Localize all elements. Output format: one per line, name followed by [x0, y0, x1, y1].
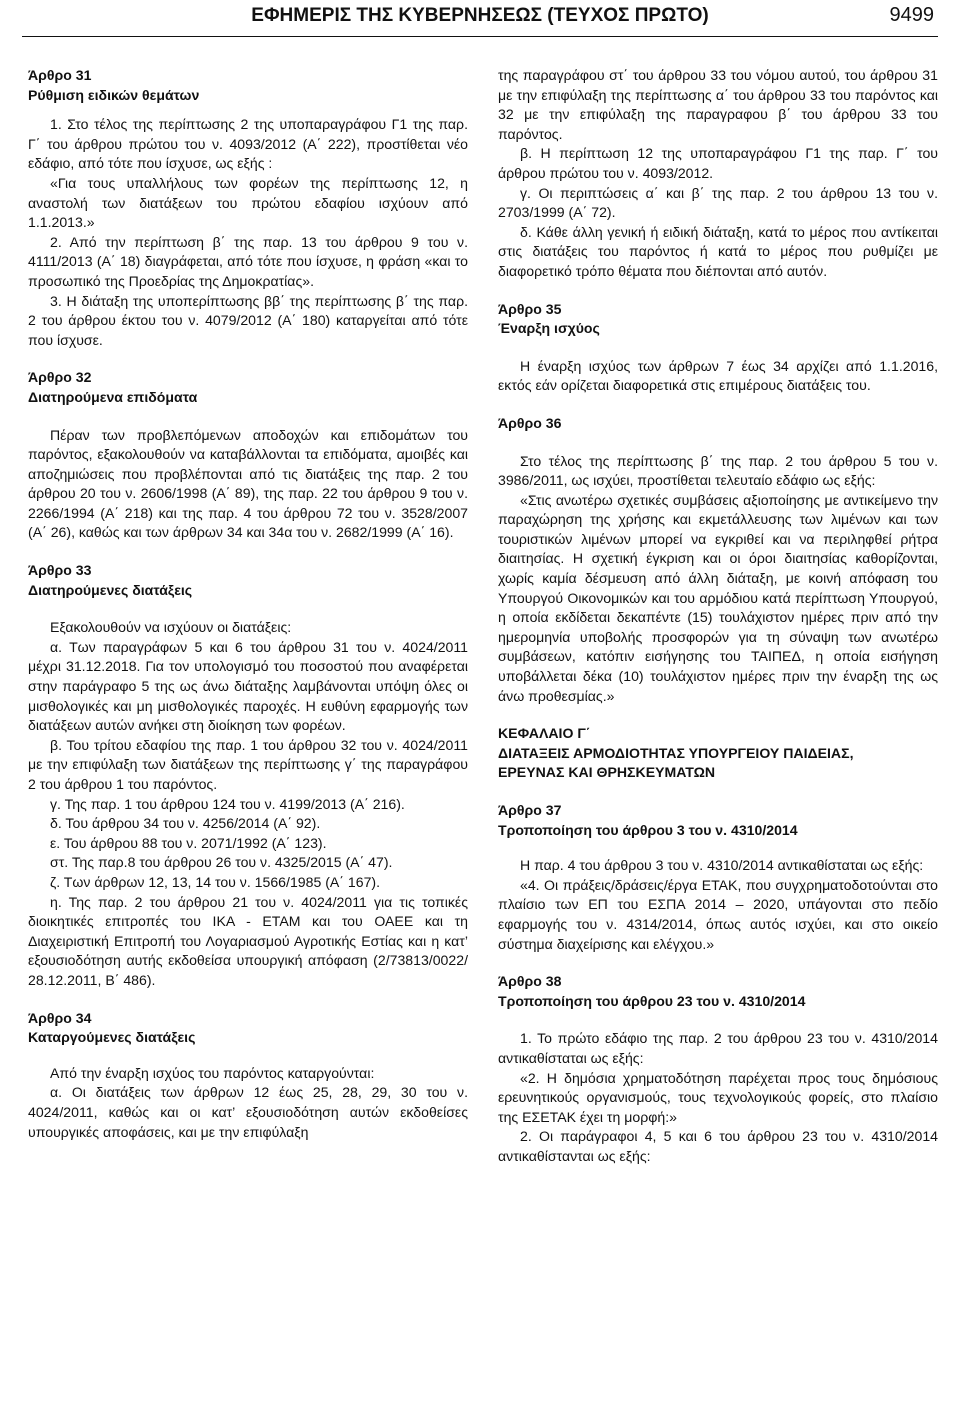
article-34-title: Άρθρο 34 [28, 1009, 92, 1026]
paragraph: Η παρ. 4 του άρθρου 3 του ν. 4310/2014 αντικαθίσταται ως εξής: [520, 857, 924, 874]
left-column [28, 66, 468, 1142]
article-33-title: Άρθρο 33 [28, 562, 92, 579]
list-item: β. Η περίπτωση 12 της υποπαραγράφου Γ1 της παρ. Γ΄ του άρθρου πρώτου του ν. 4093/2012. [498, 145, 938, 181]
page-number: 9499 [889, 4, 934, 26]
paragraph: «4. Οι πράξεις/δράσεις/έργα ΕΤΑΚ, που συγχρηματοδοτούνται στο πλαίσιο των ΕΠ του ΕΣΠΑ 2014 – 2020, υπάγονται στο πεδίο εφαρμογής του ν. 4314/2014, όπως αυτός ισχύει, και στο οικείο σύστημα διαχείρισης και ελέγχου.» [498, 876, 938, 952]
paragraph: 1. Το πρώτο εδάφιο της παρ. 2 του άρθρου 23 του ν. 4310/2014 αντικαθίσταται ως εξής: [498, 1030, 938, 1066]
article-35-subtitle: Έναρξη ισχύος [498, 320, 600, 337]
article-38-title: Άρθρο 38 [498, 973, 562, 990]
article-38-subtitle: Τροποποίηση του άρθρου 23 του ν. 4310/2014 [498, 992, 806, 1009]
chapter-label: ΚΕΦΑΛΑΙΟ Γ΄ [498, 725, 591, 742]
list-item: ε. Του άρθρου 88 του ν. 2071/1992 (Α΄ 123). [50, 834, 327, 851]
paragraph: «Για τους υπαλλήλους των φορέων της περίπτωσης 12, η αναστολή των διατάξεων του πρώτου εδαφίου ισχύουν από 1.1.2013.» [28, 174, 468, 231]
article-33-subtitle: Διατηρούμενες διατάξεις [28, 581, 193, 598]
paragraph-continuation: της παραγράφου στ΄ του άρθρου 33 του νόμου αυτού, του άρθρου 31 με την επιφύλαξη της περίπτωσης α΄ του άρθρου 33 του παρόντος και 32 με την επιφύλαξη της παραγραφου β΄ του άρθρου 33 του παρόντος. [498, 67, 938, 142]
article-37-title: Άρθρο 37 [498, 802, 562, 818]
paragraph: Εξακολουθούν να ισχύουν οι διατάξεις: [50, 619, 292, 636]
chapter-title-line-1: ΔΙΑΤΑΞΕΙΣ ΑΡΜΟΔΙΟΤΗΤΑΣ ΥΠΟΥΡΓΕΙΟΥ ΠΑΙΔΕΙΑΣ, [498, 744, 854, 761]
paragraph: Η έναρξη ισχύος των άρθρων 7 έως 34 αρχίζει από 1.1.2016, εκτός εάν ορίζεται διαφορετικά στις επιμέρους διατάξεις του. [498, 357, 938, 394]
page-header [22, 0, 938, 37]
paragraph: 2. Από την περίπτωση β΄ της παρ. 13 του άρθρου 9 του ν. 4111/2013 (Α΄ 18) διαγράφεται, από τότε που ίσχυσε, η φράση «και το προσωπικό της Προεδρίας της Δημοκρατίας». [28, 233, 468, 289]
article-34-subtitle: Καταργούμενες διατάξεις [28, 1029, 196, 1046]
list-item: στ. Της παρ.8 του άρθρου 26 του ν. 4325/2015 (Α΄ 47). [50, 854, 393, 871]
paragraph: «2. Η δημόσια χρηματοδότηση παρέχεται προς τους δημόσιους ερευνητικούς οργανισμούς, τους τεχνολογικούς φορείς, στο πλαίσιο της ΕΣΕΤΑΚ έχει τη μορφή:» [498, 1069, 938, 1125]
right-column [498, 66, 938, 1167]
paragraph: «Στις ανωτέρω σχετικές συμβάσεις αξιοποίησης με αντικείμενο την παραχώρηση της χρήσης και εκμετάλλευσης των λιμένων και των τουριστικών λιμένων μπορεί να εγκριθεί και να περιληφθεί ρήτρα διαιτησίας. Η σχετική έγκριση και οι όροι διαιτησίας καθορίζονται, χωρίς καμία δέσμευση από άλλη διάταξη, με κοινή απόφαση του Υπουργού Οικονομικών και του αρμόδιου κατά περίπτωση Υπουργού, η οποία εκδίδεται δεκαπέντε (15) τουλάχιστον ημέρες πριν από την ημερομηνία υποβολής προσφορών για τη σύναψη των ανωτέρω συμβάσεων, κατόπιν εισήγησης του ΤΑΙΠΕΔ, η οποία εισήγηση υποβάλλεται δέκα (10) τουλάχιστον ημέρες πριν την έναρξη της ως άνω προθεσμίας.» [498, 491, 938, 704]
article-31-subtitle: Ρύθμιση ειδικών θεμάτων [28, 86, 200, 103]
list-item: γ. Οι περιπτώσεις α΄ και β΄ της παρ. 2 του άρθρου 13 του ν. 2703/1999 (Α΄ 72). [498, 184, 938, 221]
list-item: β. Του τρίτου εδαφίου της παρ. 1 του άρθρου 32 του ν. 4024/2011 με την επιφύλαξη των διατάξεων της περίπτωσης γ΄ της παραγράφου 2 του άρθρου 1 του παρόντος. [28, 736, 468, 792]
gazette-title: ΕΦΗΜΕΡΙΣ ΤΗΣ ΚΥΒΕΡΝΗΣΕΩΣ (ΤΕΥΧΟΣ ΠΡΩΤΟ) [251, 5, 709, 26]
list-item: γ. Της παρ. 1 του άρθρου 124 του ν. 4199/2013 (Α΄ 216). [50, 795, 405, 812]
paragraph: 3. Η διάταξη της υποπερίπτωσης ββ΄ της περίπτωσης β΄ της παρ. 2 του άρθρου έκτου του ν. 4079/2012 (Α΄ 180) καταργείται από τότε που ίσχυσε. [28, 292, 468, 348]
article-32-title: Άρθρο 32 [28, 369, 92, 386]
list-item: η. Της παρ. 2 του άρθρου 21 του ν. 4024/2011 για τις τοπικές διοικητικές επιτροπές του ΙΚΑ - ΕΤΑΜ και του ΟΑΕΕ και τη Διαχειριστική Επιτροπή του Λογαριασμού Αγροτικής Εστίας και η κατ’ εξουσιοδότηση αυτής εκδοθείσα υπουργική απόφαση (2/73813/0022/ 28.12.2011, Β΄ 486). [28, 893, 468, 988]
paragraph: Πέραν των προβλεπόμενων αποδοχών και επιδομάτων του παρόντος, εξακολουθούν να καταβάλλονται τα επιδόματα, αμοιβές και αποζημιώσεις που προβλέπονται από τις διατάξεις της παρ. 2 του άρθρου 20 του ν. 2606/1998 (Α΄ 89), της παρ. 22 του άρθρου 9 του ν. 2266/1994 (Α΄ 218) και της παρ. 4 του άρθρου 72 του ν. 3528/2007 (Α΄ 26), καθώς και των άρθρων 34 και 34α του ν. 2682/1999 (Α΄ 16). [28, 426, 468, 541]
paragraph: Στο τέλος της περίπτωσης β΄ της παρ. 2 του άρθρου 5 του ν. 3986/2011, ως ισχύει, προστίθεται τελευταίο εδάφιο ως εξής: [498, 452, 938, 489]
list-item: α. Οι διατάξεις των άρθρων 12 έως 25, 28, 29, 30 του ν. 4024/2011, καθώς και οι κατ’ εξουσιοδότηση αυτών εκδοθείσες υπουργικές αποφάσεις, και με την επιφύλαξη [28, 1084, 468, 1140]
list-item: δ. Κάθε άλλη γενική ή ειδική διάταξη, κατά το μέρος που αντίκειται στις διατάξεις του παρόντος ή κατά το μέρος που ρυθμίζει με διαφορετικό τρόπο θέματα που διέπονται από αυτόν. [498, 223, 938, 279]
paragraph: Από την έναρξη ισχύος του παρόντος καταργούνται: [50, 1064, 375, 1081]
paragraph: 1. Στο τέλος της περίπτωσης 2 της υποπαραγράφου Γ1 της παρ. Γ΄ του άρθρου πρώτου του ν. 4093/2012 (Α΄ 222), προστίθεται νέο εδάφιο, από τότε που ίσχυσε, ως εξής : [28, 116, 468, 172]
article-37-subtitle: Τροποποίηση του άρθρου 3 του ν. 4310/2014 [498, 821, 798, 838]
paragraph: 2. Οι παράγραφοι 4, 5 και 6 του άρθρου 23 του ν. 4310/2014 αντικαθίστανται ως εξής: [498, 1128, 938, 1164]
article-35-title: Άρθρο 35 [498, 300, 562, 317]
article-31-title: Άρθρο 31 [28, 67, 92, 83]
list-item: δ. Του άρθρου 34 του ν. 4256/2014 (Α΄ 92). [50, 815, 321, 832]
article-36-title: Άρθρο 36 [498, 414, 562, 431]
article-32-subtitle: Διατηρούμενα επιδόματα [28, 388, 198, 405]
chapter-title-line-2: ΕΡΕΥΝΑΣ ΚΑΙ ΘΡΗΣΚΕΥΜΑΤΩΝ [498, 764, 716, 781]
list-item: ζ. Των άρθρων 12, 13, 14 του ν. 1566/1985 (Α΄ 167). [50, 873, 381, 890]
list-item: α. Των παραγράφων 5 και 6 του άρθρου 31 του ν. 4024/2011 μέχρι 31.12.2018. Για τον υπολογισμό του ποσοστού που αναφέρεται στην παράγραφο 5 της ως άνω διάταξης λαμβάνονται υπόψη όλες οι μισθολογικές και μη μισθολογικές παροχές. Η ευθύνη εφαρμογής των διατάξεων αυτών ανήκει στη διοίκηση των φορέων. [28, 638, 468, 734]
